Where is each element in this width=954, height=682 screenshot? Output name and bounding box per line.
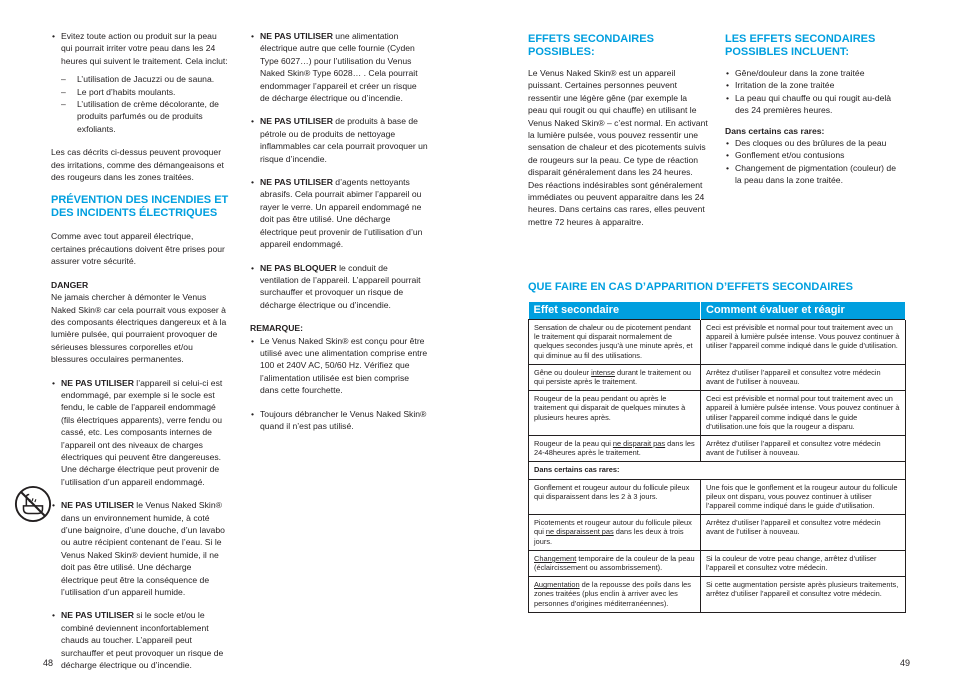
table-row <box>529 479 906 515</box>
effect-text: Gêne ou douleur <box>534 367 592 377</box>
bullet-bold-lead: NE PAS UTILISER <box>260 116 333 127</box>
effect-text: Gonflement et rougeur autour du follicule pileux qui disparaissent dans les 2 à 3 jours. <box>534 482 690 501</box>
bullet-bold-lead: NE PAS BLOQUER <box>260 262 337 273</box>
table-row <box>529 577 906 613</box>
table-row <box>529 364 906 390</box>
bullet-bold-lead: NE PAS UTILISER <box>61 377 134 388</box>
effect-text-underlined: Augmentation <box>534 580 580 590</box>
prevention-paragraph: Comme avec tout appareil électrique, certaines précautions doivent être prises pour assurer votre sécurité. <box>51 231 225 267</box>
table-cell-effect <box>529 436 701 462</box>
danger-paragraph: Ne jamais chercher à démonter le Venus Naked Skin® car cela pourrait vous exposer à des composants électriques dangereux et à la lumière pulsée, qui pourraient provoquer de sérieuses blessures corporelles et/ou blessures occulaires permanentes. <box>51 292 227 365</box>
table-cell-action: Ceci est prévisible et normal pour tout traitement avec un appareil à lumière pulsée intense. Vous pouvez continuer à utiliser l’appareil comme indiqué dans le guide d’utilisation. <box>701 320 906 365</box>
rares-bullet: • Changement de pigmentation (couleur) de la peau dans la zone traitée. <box>725 162 905 187</box>
table-cell-action: Arrêtez d’utiliser l’appareil et consultez votre médecin avant de l’utiliser à nouveau. <box>701 436 906 462</box>
intro-bullet: • Evitez toute action ou produit sur la peau qui pourrait irriter votre peau dans les 24 heures qui suivent le traitement. Cela inclut: <box>51 30 229 67</box>
effect-text: de la repousse des poils dans les zones traitées (plus enclin à arriver avec les personnes d’origines méditerranéennes). <box>534 580 691 608</box>
bullet-text: le Venus Naked Skin® dans un environnement humide, à coté d’une baignoire, d’une douche, d’un lavabo ou autre récipient contenant de l’eau. Si le Venus Naked Skin® devient humide, il ne doit pas être utilisé. Une décharge électrique peut être la conséquence de l’utilisation d’un appareil humide. <box>61 500 225 598</box>
table-row <box>529 391 906 436</box>
table-row <box>529 550 906 576</box>
page-number-left: 48 <box>43 658 54 668</box>
safety-bullet <box>250 30 428 104</box>
table-cell-effect <box>529 550 701 576</box>
effect-text: dans les 24-48heures après le traitement. <box>534 439 695 458</box>
table-cell-action: Une fois que le gonflement et la rougeur autour du follicule pileux ont disparu, vous pouvez continuer à utiliser l’appareil comme indiqué dans le guide d’utilisation. <box>701 479 906 515</box>
rares-bullet: • Gonflement et/ou contusions <box>725 149 905 161</box>
table-header-effect: Effet secondaire <box>529 302 701 320</box>
intro-dash-item: – L’utilisation de crème décolorante, de produits parfumés ou de produits exfoliants. <box>61 98 229 135</box>
effets-heading: EFFETS SECONDAIRES POSSIBLES: <box>528 33 654 58</box>
effect-text: durant le traitement ou qui persiste après le traitement. <box>534 367 691 387</box>
right-column-1 <box>528 33 708 239</box>
bullet-bold-lead: NE PAS UTILISER <box>260 177 333 188</box>
table-header-action: Comment évaluer et réagir <box>701 302 906 320</box>
bullet-text: d’agents nettoyants abrasifs. Cela pourrait abimer l’appareil ou rayer le verre. Un appareil endommagé ne doit pas être utilisé. Une décharge électrique peut provenir de l’utilisation d’un appareil endommagé. <box>260 177 423 250</box>
bullet-text: si le socle et/ou le combiné deviennent inconfortablement chauds au toucher. L’appareil peut surchauffer et peut provoquer un risque de décharge électrique ou d’incendie. <box>61 610 224 671</box>
page-number-right: 49 <box>900 658 911 668</box>
side-effects-table <box>528 302 906 613</box>
table-cell-effect <box>529 577 701 613</box>
table-cell-effect <box>529 515 701 551</box>
effect-text: Rougeur de la peau pendant ou après le traitement qui disparait de quelques minutes à plusieurs heures après. <box>534 394 686 422</box>
effets-paragraph: Le Venus Naked Skin® est un appareil puissant. Certaines personnes peuvent ressentir une légère gêne (par exemple la peau qui rougit ou qui chauffe) en utilisant le Venus Naked Skin® – c’est normal. En activant la lumière pulsée, vous pouvez ressentir une sensation de chaleur et des picotements suivis de rougeurs sur la peau. Ce type de réaction disparait généralement dans les 24 heures. Des réactions indésirables sont généralement immédiates ou peuvent apparaitre dans les 24 heures. Dans certains cas rares, elles peuvent mettre 72 heures à apparaitre. <box>528 68 708 227</box>
rares-label: Dans certains cas rares: <box>725 125 825 136</box>
incluent-bullet-list <box>725 67 905 117</box>
bullet-bold-lead: NE PAS UTILISER <box>61 500 134 511</box>
table-cell-effect <box>529 391 701 436</box>
effect-text-underlined: intense <box>591 367 615 377</box>
table-header-row <box>529 302 906 320</box>
prevention-heading: PRÉVENTION DES INCENDIES ET DES INCIDENTS ÉLECTRIQUES <box>51 194 229 220</box>
safety-bullet <box>250 176 428 250</box>
effect-text: Sensation de chaleur ou de picotement pendant le traitement qui disparait normalement de quelques secondes jusqu’à une minute après, et qui diminue au fil des utilisations. <box>534 323 693 360</box>
effect-text: temporaire de la couleur de la peau (éclaircissement ou assombrissement). <box>534 553 695 573</box>
safety-bullet <box>250 262 428 312</box>
safety-bullet <box>51 377 229 489</box>
table-span-row <box>529 462 906 479</box>
table-row <box>529 320 906 365</box>
incluent-heading: LES EFFETS SECONDAIRES POSSIBLES INCLUENT: <box>725 33 876 58</box>
safety-bullet <box>250 115 428 165</box>
table-heading: QUE FAIRE EN CAS D’APPARITION D’EFFETS SECONDAIRES <box>528 281 853 293</box>
table-cell-effect <box>529 320 701 365</box>
danger-label: DANGER <box>51 279 89 290</box>
effect-text: Rougeur de la peau qui <box>534 439 613 449</box>
bullet-text: de produits à base de pétrole ou de produits de nettoyage inflammables car cela pourrait provoquer un risque d’incendie. <box>260 116 428 164</box>
table-cell-action: Si cette augmentation persiste après plusieurs traitements, arrêtez d’utiliser l’appareil et consultez votre médecin. <box>701 577 906 613</box>
table-cell-effect <box>529 364 701 390</box>
remarque-bullet: • Le Venus Naked Skin® est conçu pour être utilisé avec une alimentation comprise entre 100 et 240V AC, 50/60 Hz. Vérifiez que l’alimentation utilisée est bien comprise dans cette fourchette. <box>250 335 428 397</box>
safety-bullet <box>51 609 229 671</box>
remarque-bullet: • Toujours débrancher le Venus Naked Skin® quand il n’est pas utilisé. <box>250 408 428 433</box>
incluent-bullet: • La peau qui chauffe ou qui rougit au-delà des 24 premières heures. <box>725 92 905 117</box>
safety-bullet-list-2 <box>250 30 428 311</box>
table-cell-action: Ceci est prévisible et normal pour tout traitement avec un appareil à lumière pulsée intense. Vous pouvez continuer à utiliser l’appareil comme indiqué dans le guide d’utilisation.une fois que la rougeur a disparu. <box>701 391 906 436</box>
safety-bullet <box>51 499 229 598</box>
remarque-bullet-list <box>250 335 428 433</box>
rares-bullet-list <box>725 137 905 187</box>
bullet-text: une alimentation électrique autre que celle fournie (Cyden Type 6027…) pour l’utilisation du Venus Naked Skin® Type 6028… . Cela pourrait endommager l’appareil et créer un risque de décharge électrique ou d’incendie. <box>260 31 418 104</box>
table-cell-action: Arrêtez d’utiliser l’appareil et consultez votre médecin avant de l’utiliser à nouveau. <box>701 515 906 551</box>
incluent-bullet: • Gêne/douleur dans la zone traitée <box>725 67 905 79</box>
intro-paragraph: Les cas décrits ci-dessus peuvent provoquer des irritations, comme des démangeaisons et des rougeurs dans les zones traitées. <box>51 147 224 183</box>
left-column-1 <box>51 30 229 682</box>
effect-text-underlined: ne disparaissent pas <box>545 527 614 537</box>
intro-dash-item: – L’utilisation de Jacuzzi ou de sauna. <box>61 73 229 85</box>
table-row <box>529 515 906 551</box>
remarque-label: REMARQUE: <box>250 323 303 334</box>
effect-text: Picotements et rougeur autour du follicule pileux qui <box>534 518 692 537</box>
effect-text: dans les deux à trois jours. <box>534 527 684 546</box>
bullet-text: le conduit de ventilation de l’appareil. L’appareil pourrait surchauffer et provoquer un risque de décharge électrique ou d’incendie. <box>260 262 421 310</box>
table-cell-action: Arrêtez d’utiliser l’appareil et consultez votre médecin avant de l’utiliser à nouveau. <box>701 364 906 390</box>
effect-text-underlined: ne disparait pas <box>612 439 666 449</box>
table-span-label: Dans certains cas rares: <box>529 462 906 479</box>
rares-bullet: • Des cloques ou des brûlures de la peau <box>725 137 905 149</box>
table-row <box>529 436 906 462</box>
effect-text-underlined: Changement <box>534 553 577 563</box>
intro-dash-item: – Le port d’habits moulants. <box>61 86 229 98</box>
table-body <box>529 320 906 613</box>
left-column-2 <box>250 30 428 443</box>
right-column-2 <box>725 33 905 187</box>
bullet-text: l’appareil si celui-ci est endommagé, par exemple si le socle est fendu, le cable de l’appareil endommagé (fils électriques apparents), verre fendu ou cassé, etc. Les composants internes de l’appareil ont des niveaux de charges électriques qui peuvent être dangereuses. Une décharge électrique peut provenir de l’utilisation d’un appareil endommagé. <box>61 377 223 487</box>
table-cell-effect <box>529 479 701 515</box>
no-water-bath-icon <box>14 485 52 523</box>
intro-dash-list <box>51 73 229 135</box>
incluent-bullet: • Irritation de la zone traitée <box>725 79 905 91</box>
bullet-bold-lead: NE PAS UTILISER <box>61 610 134 621</box>
safety-bullet-list <box>51 377 229 672</box>
table-cell-action: Si la couleur de votre peau change, arrêtez d’utiliser l’appareil et consultez votre médecin. <box>701 550 906 576</box>
bullet-bold-lead: NE PAS UTILISER <box>260 31 333 41</box>
